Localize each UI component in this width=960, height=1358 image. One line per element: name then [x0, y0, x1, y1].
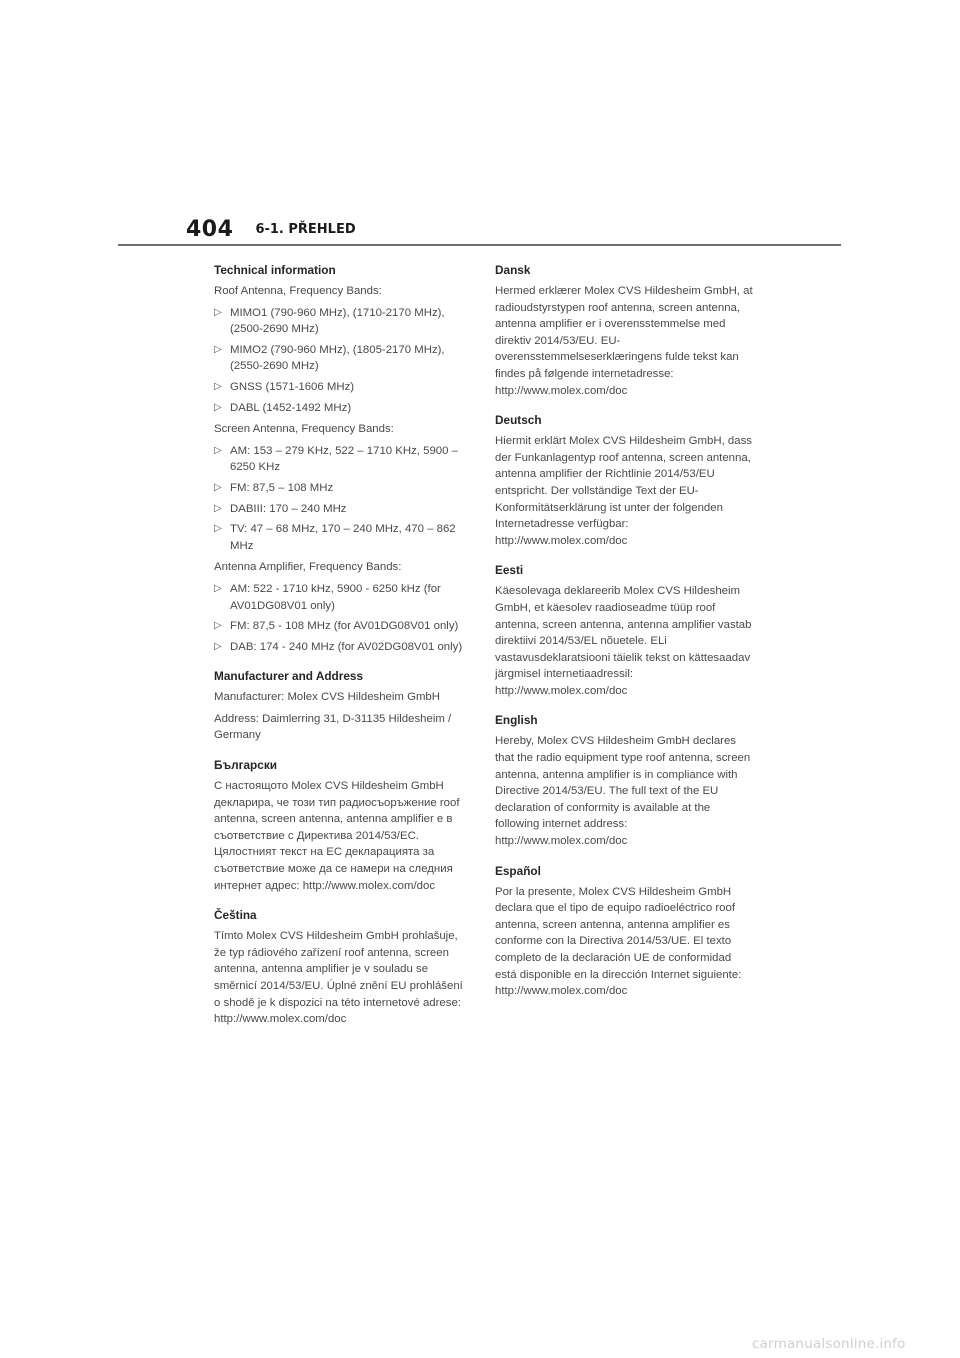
german-section [495, 412, 753, 549]
triangle-bullet-icon: ▷ [214, 444, 222, 456]
triangle-bullet-icon: ▷ [214, 343, 222, 355]
bulgarian-section [214, 757, 472, 894]
roof-antenna-bands [214, 305, 472, 417]
estonian-heading: Eesti [495, 563, 524, 578]
estonian-text: Käesolevaga deklareerib Molex CVS Hildesheim GmbH, et käesolev raadioseadme tüüp roof antenna, screen antenna, antenna amplifier vastab direktiivi 2014/53/EL nõuetele. ELi vastavusdeklaratsiooni täielik tekst on kättesaadav järgmisel internetiaadressil: http://www.molex.com/doc [495, 585, 752, 697]
list-item: ▷ TV: 47 – 68 MHz, 170 – 240 MHz, 470 – 862 MHz [214, 523, 456, 552]
list-item: ▷ AM: 522 - 1710 kHz, 5900 - 6250 kHz (for AV01DG08V01 only) [214, 582, 441, 612]
header-divider [118, 244, 841, 246]
manufacturer-heading: Manufacturer and Address [214, 669, 364, 684]
list-item: ▷ DABIII: 170 – 240 MHz [214, 501, 472, 518]
left-column [214, 262, 472, 1041]
english-text: Hereby, Molex CVS Hildesheim GmbH declares that the radio equipment type roof antenna, screen antenna, antenna amplifier is in compliance with Directive 2014/53/EU. The full text of the EU declaration of conformity is available at the following internet address: http://www.molex.com/doc [495, 735, 751, 848]
list-item: ▷ MIMO1 (790-960 MHz), (1710-2170 MHz), (2500-2690 MHz) [214, 306, 445, 336]
manufacturer-address: Address: Daimlerring 31, D-31135 Hildesheim / Germany [214, 712, 452, 742]
bulgarian-heading: Български [214, 758, 277, 773]
screen-antenna-bands [214, 443, 472, 555]
manufacturer-name: Manufacturer: Molex CVS Hildesheim GmbH [214, 691, 440, 704]
list-item: ▷ GNSS (1571-1606 MHz) [214, 379, 472, 396]
estonian-section [495, 562, 753, 699]
triangle-bullet-icon: ▷ [214, 401, 222, 413]
list-item: ▷ AM: 153 – 279 KHz, 522 – 1710 KHz, 5900 – 6250 KHz [214, 444, 458, 474]
spanish-heading: Español [495, 863, 541, 878]
triangle-bullet-icon: ▷ [214, 640, 222, 652]
triangle-bullet-icon: ▷ [214, 582, 222, 594]
triangle-bullet-icon: ▷ [214, 481, 222, 493]
right-column [495, 262, 753, 1013]
technical-information-section [214, 262, 472, 655]
german-text: Hiermit erklärt Molex CVS Hildesheim GmbH, dass der Funkanlagentyp roof antenna, screen antenna, antenna amplifier der Richtlinie 2014/53/EU entspricht. Der vollständige Text der EU-Konformitätserklärung ist unter der folgenden Internetadresse verfügbar: http://www.molex.com/doc [495, 435, 752, 547]
antenna-amplifier-bands [214, 581, 472, 655]
antenna-amplifier-title: Antenna Amplifier, Frequency Bands: [214, 561, 402, 574]
list-item: ▷ FM: 87,5 - 108 MHz (for AV01DG08V01 only) [214, 618, 472, 635]
screen-antenna-title: Screen Antenna, Frequency Bands: [214, 423, 394, 436]
list-item: ▷ FM: 87,5 – 108 MHz [214, 480, 472, 497]
roof-antenna-title: Roof Antenna, Frequency Bands: [214, 285, 382, 297]
triangle-bullet-icon: ▷ [214, 380, 222, 392]
danish-heading: Dansk [495, 263, 531, 277]
spanish-section [495, 863, 753, 1000]
triangle-bullet-icon: ▷ [214, 502, 222, 514]
czech-text: Tímto Molex CVS Hildesheim GmbH prohlašuje, že typ rádiového zařízení roof antenna, screen antenna, antenna amplifier je v souladu se směrnicí 2014/53/EU. Úplné znění EU prohlášení o shodě je k dispozici na této internetové adrese: http://www.molex.com/doc [214, 930, 463, 1026]
czech-heading: Čeština [214, 908, 257, 923]
bulgarian-text: С настоящото Molex CVS Hildesheim GmbH декларира, че този тип радиосъоръжение roof antenna, screen antenna, antenna amplifier е в съответствие с Директива 2014/53/ЕС. Цялостният текст на ЕС декларацията за съответствие може да се намери на следния интернет адрес: http://www.molex.com/doc [214, 780, 460, 892]
page-number: 404 [186, 216, 234, 242]
english-section [495, 712, 753, 849]
list-item: ▷ DABL (1452-1492 MHz) [214, 400, 472, 417]
page-header [186, 212, 356, 246]
triangle-bullet-icon: ▷ [214, 620, 222, 632]
german-heading: Deutsch [495, 413, 542, 428]
triangle-bullet-icon: ▷ [214, 523, 222, 535]
chapter-title: 6-1. PŘEHLED [255, 221, 356, 237]
danish-section [495, 262, 753, 399]
manufacturer-section [214, 668, 472, 744]
triangle-bullet-icon: ▷ [214, 306, 222, 318]
technical-information-heading: Technical information [214, 263, 336, 277]
list-item: ▷ DAB: 174 - 240 MHz (for AV02DG08V01 only) [214, 639, 472, 656]
danish-text: Hermed erklærer Molex CVS Hildesheim GmbH, at radioudstyrstypen roof antenna, screen antenna, antenna amplifier er i overensstemmelse med direktiv 2014/53/EU. EU-overensstemmelseserklæringens fulde tekst kan findes på følgende internetadresse: http://www.molex.com/doc [495, 285, 753, 397]
spanish-text: Por la presente, Molex CVS Hildesheim GmbH declara que el tipo de equipo radioeléctrico roof antenna, screen antenna, antenna amplifier es conforme con la Directiva 2014/53/UE. El texto completo de la declaración UE de conformidad está disponible en la dirección Internet siguiente: http://www.molex.com/doc [495, 885, 742, 998]
czech-section [214, 907, 472, 1028]
english-heading: English [495, 713, 538, 728]
site-watermark: carmanualsonline.info [752, 1336, 906, 1352]
list-item: ▷ MIMO2 (790-960 MHz), (1805-2170 MHz), (2550-2690 MHz) [214, 343, 445, 373]
